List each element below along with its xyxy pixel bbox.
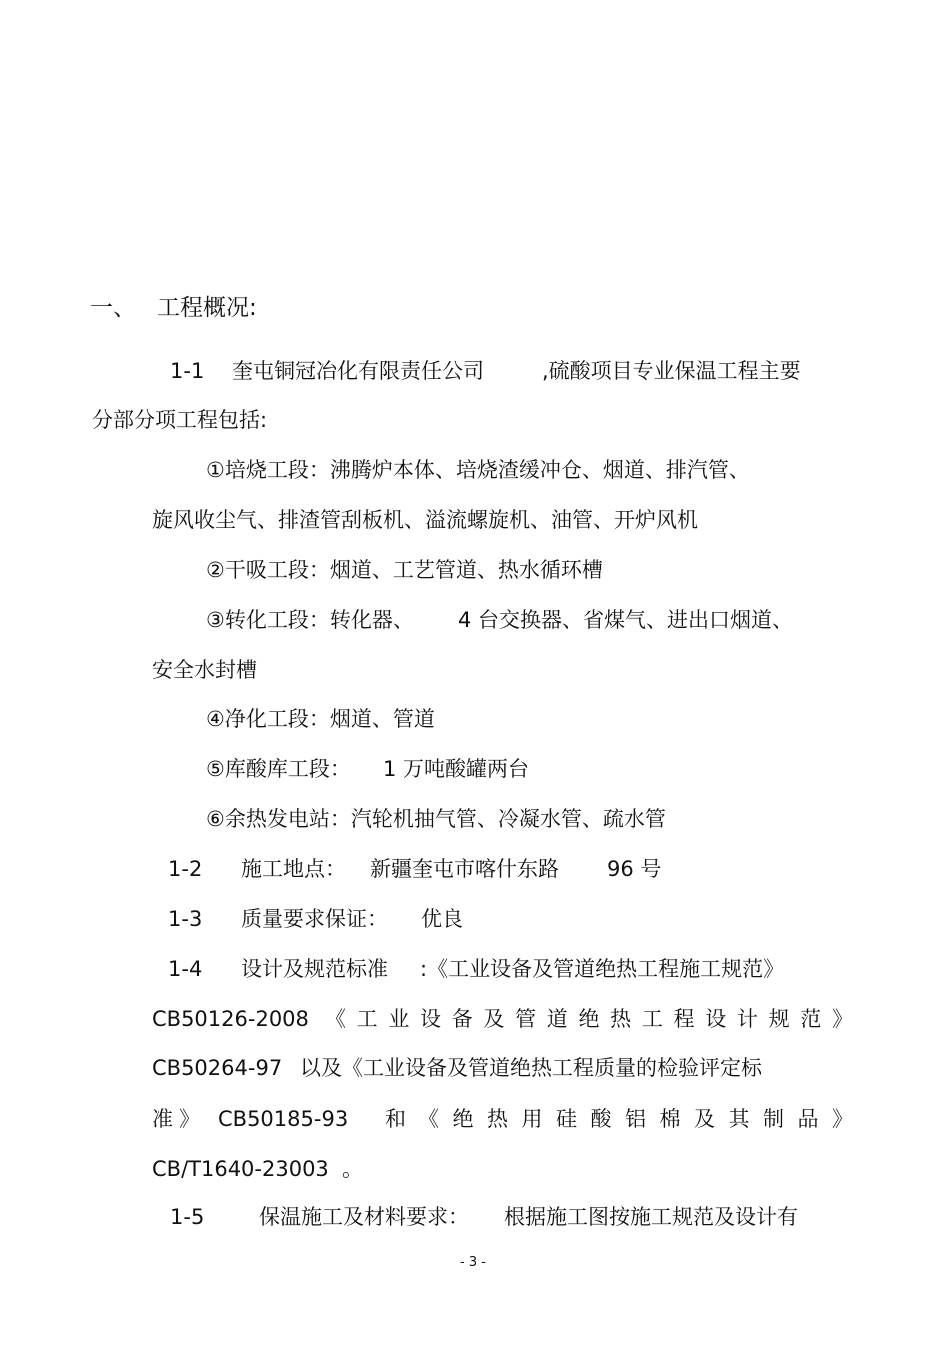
item-1-4-number: 1-4	[168, 957, 203, 981]
item-1-1-project: ,硫酸项目专业保温工程主要	[542, 359, 801, 383]
item-1-4-standard-3-end: 准》	[152, 1107, 200, 1131]
item-1-4-standard-1: :《工业设备及管道绝热工程施工规范》	[420, 957, 785, 981]
item-1-3-value: 优良	[421, 907, 463, 931]
stage-conversion: ③转化工段：转化器、	[206, 608, 414, 632]
stage-conversion-continuation: 安全水封槽	[152, 658, 257, 682]
item-1-1-company: 奎屯铜冠冶化有限责任公司	[232, 359, 484, 383]
stage-purification: ④净化工段：烟道、管道	[206, 707, 435, 731]
item-1-4-label: 设计及规范标准	[241, 957, 388, 981]
item-1-2-house-number: 96 号	[607, 857, 662, 881]
item-1-2-number: 1-2	[168, 857, 203, 881]
section-title: 工程概况:	[157, 295, 257, 321]
stage-acid-storage-detail: 1 万吨酸罐两台	[383, 757, 530, 781]
item-1-5-number: 1-5	[170, 1205, 205, 1229]
stage-roasting: ①培烧工段：沸腾炉本体、培烧渣缓冲仓、烟道、排汽管、	[206, 458, 750, 482]
item-1-3-number: 1-3	[168, 907, 203, 931]
item-1-4-code-3: CB50185-93	[218, 1107, 349, 1131]
item-1-4-conjunction: 和	[385, 1107, 406, 1131]
stage-conversion-part2: 4 台交换器、省煤气、进出口烟道、	[458, 608, 794, 632]
stage-acid-storage: ⑤库酸库工段：	[206, 757, 351, 781]
item-1-4-standard-4: 《绝热用硅酸铝棉及其制品》	[418, 1107, 853, 1131]
page-number: - 3 -	[460, 1255, 486, 1270]
item-1-4-standard-3: 以及《工业设备及管道绝热工程质量的检验评定标	[300, 1056, 762, 1080]
item-1-4-period: 。	[342, 1157, 363, 1181]
item-1-5-text: 根据施工图按施工规范及设计有	[504, 1205, 798, 1229]
item-1-4-standard-2: 《工业设备及管道绝热工程设计规范》	[325, 1007, 853, 1031]
item-1-4-code-4: CB/T1640-23003	[152, 1157, 329, 1181]
item-1-1-continuation: 分部分项工程包括:	[92, 408, 268, 432]
stage-roasting-continuation: 旋风收尘气、排渣管刮板机、溢流螺旋机、油管、开炉风机	[152, 508, 698, 532]
section-number: 一、	[90, 295, 136, 321]
item-1-2-address: 新疆奎屯市喀什东路	[370, 857, 559, 881]
stage-waste-heat: ⑥余热发电站：汽轮机抽气管、冷凝水管、疏水管	[206, 807, 666, 831]
stage-drying-absorption: ②干吸工段：烟道、工艺管道、热水循环槽	[206, 558, 603, 582]
item-1-4-code-2: CB50264-97	[152, 1056, 283, 1080]
item-1-3-label: 质量要求保证：	[241, 907, 388, 931]
item-1-5-label: 保温施工及材料要求：	[259, 1205, 469, 1229]
item-1-1-number: 1-1	[170, 359, 205, 383]
item-1-2-label: 施工地点：	[241, 857, 346, 881]
item-1-4-code-1: CB50126-2008	[152, 1007, 309, 1031]
